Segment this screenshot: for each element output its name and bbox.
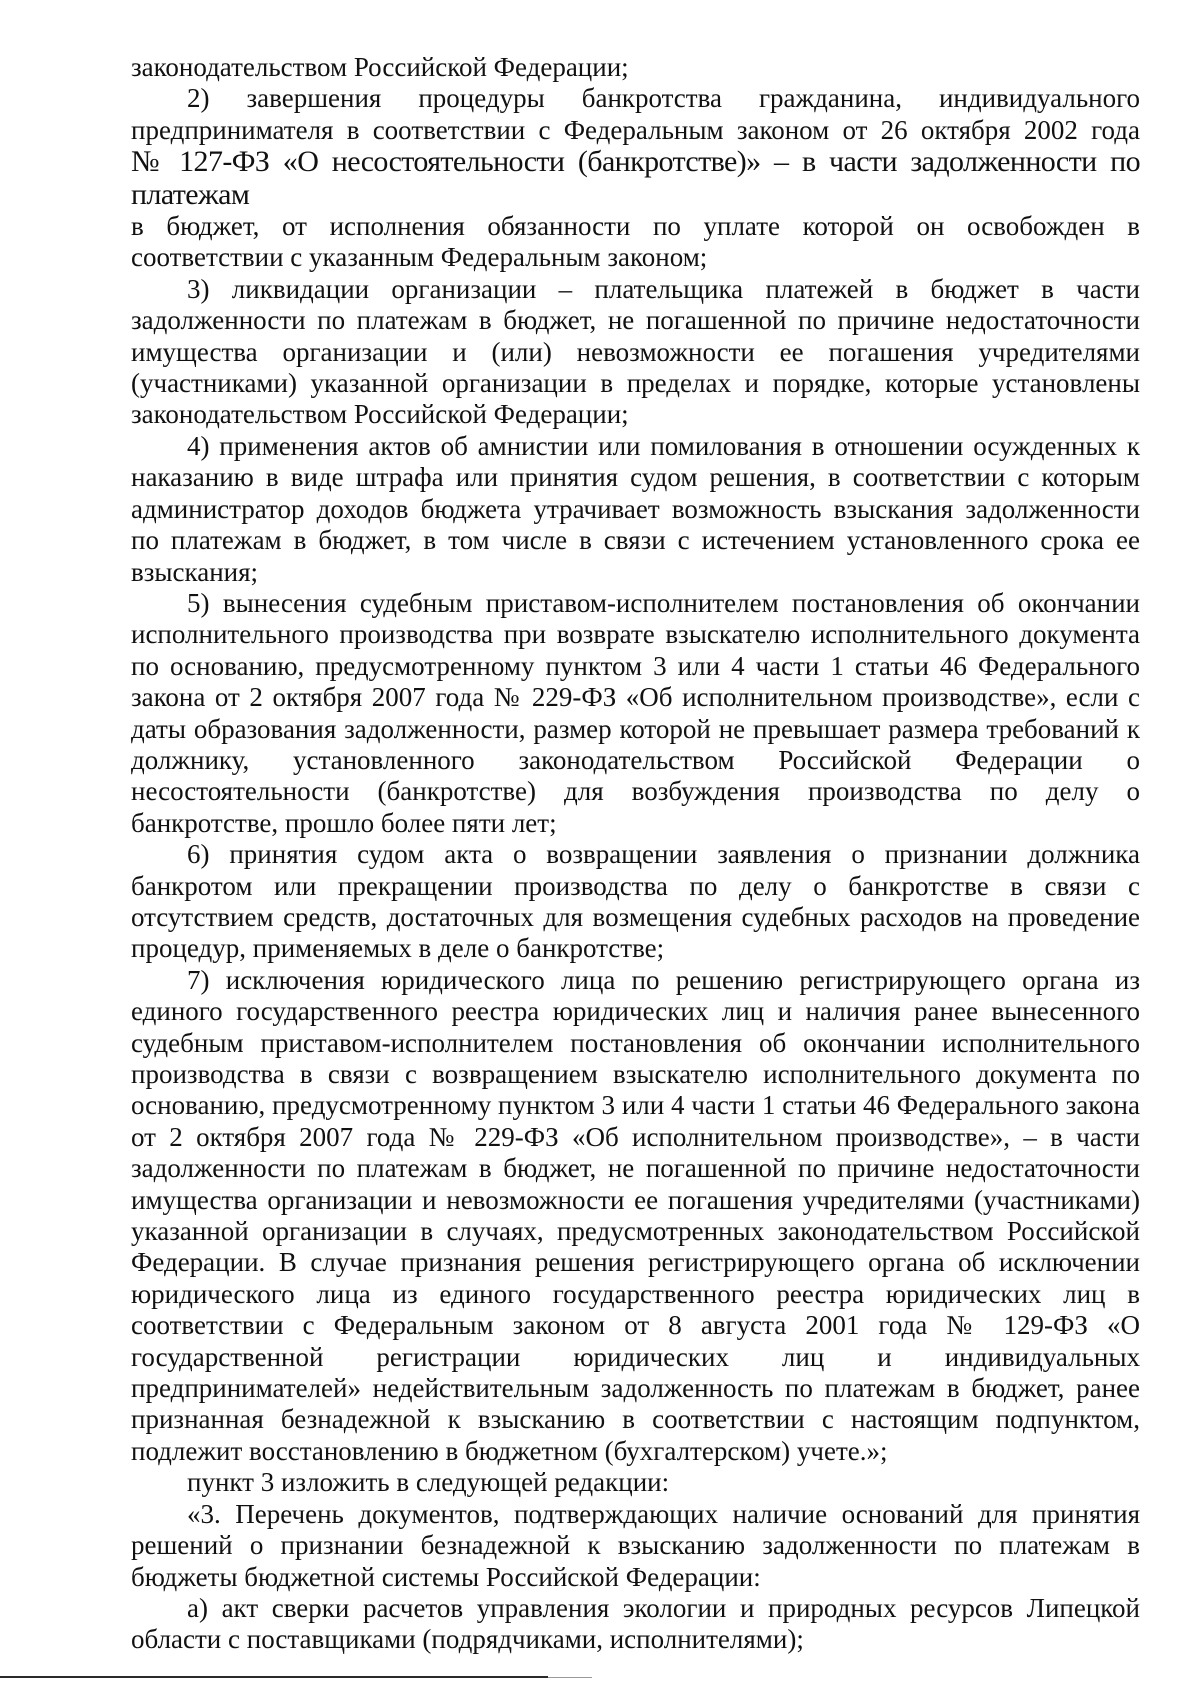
law-reference-line: № 127-ФЗ «О несостоятельности (банкротстве)» – в части задолженности по платежам (131, 145, 1140, 211)
paragraph-item-7: 7) исключения юридического лица по решению регистрирующего органа из единого государственного реестра юридических лиц и наличия ранее вынесенного судебным приставом-исполнителем постановления об окончании исполнительного производства в связи с возвращением взыскателю исполнительного документа по основанию, предусмотренному пунктом 3 или 4 части 1 статьи 46 Федерального закона от 2 октября 2007 года № 229-ФЗ «Об исполнительном производстве», – в части задолженности по платежам в бюджет, не погашенной по причине недостаточности имущества организации и невозможности ее погашения учредителями (участниками) указанной организации в случаях, предусмотренных законодательством Российской Федерации. В случае признания решения регистрирующего органа об исключении юридического лица из единого государственного реестра юридических лиц в соответствии с Федеральным законом от 8 августа 2001 года № 129-ФЗ «О государственной регистрации юридических лиц и индивидуальных предпринимателей» недействительным задолженность по платежам в бюджет, ранее признанная безнадежной к взысканию в соответствии с настоящим подпунктом, подлежит восстановлению в бюджетном (бухгалтерском) учете.»; (131, 964, 1140, 1466)
paragraph-point-3-a: а) акт сверки расчетов управления экологии и природных ресурсов Липецкой области с поставщиками (подрядчиками, исполнителями); (131, 1592, 1140, 1655)
paragraph-point-3: «3. Перечень документов, подтверждающих наличие оснований для принятия решений о признании безнадежной к взысканию задолженности по платежам в бюджеты бюджетной системы Российской Федерации: (131, 1498, 1140, 1592)
paragraph-item-2-end: в бюджет, от исполнения обязанности по уплате которой он освобожден в соответствии с указанным Федеральным законом; (131, 211, 1140, 273)
footer-rule-faint (548, 1677, 592, 1678)
paragraph-item-5: 5) вынесения судебным приставом-исполнителем постановления об окончании исполнительного производства при возврате взыскателю исполнительного документа по основанию, предусмотренному пунктом 3 или 4 части 1 статьи 46 Федерального закона от 2 октября 2007 года № 229-ФЗ «Об исполнительном производстве», если с даты образования задолженности, размер которой не превышает размера требований к должнику, установленного законодательством Российской Федерации о несостоятельности (банкротстве) для возбуждения производства по делу о банкротстве, прошло более пяти лет; (131, 587, 1140, 838)
paragraph-continuation: законодательством Российской Федерации; (131, 52, 629, 82)
paragraph-point-3-intro: пункт 3 изложить в следующей редакции: (187, 1467, 670, 1498)
document-page (131, 52, 1140, 1656)
paragraph-item-2: 2) завершения процедуры банкротства гражданина, индивидуального предпринимателя в соответствии с Федеральным законом от 26 октября 2002 года (131, 83, 1140, 145)
footer-rule (0, 1676, 548, 1678)
paragraph-item-4: 4) применения актов об амнистии или помилования в отношении осужденных к наказанию в виде штрафа или принятия судом решения, в соответствии с которым администратор доходов бюджета утрачивает возможность взыскания задолженности по платежам в бюджет, в том числе в связи с истечением установленного срока ее взыскания; (131, 430, 1140, 587)
paragraph-item-6: 6) принятия судом акта о возвращении заявления о признании должника банкротом или прекращении производства по делу о банкротстве в связи с отсутствием средств, достаточных для возмещения судебных расходов на проведение процедур, применяемых в деле о банкротстве; (131, 839, 1140, 964)
paragraph-item-3: 3) ликвидации организации – плательщика платежей в бюджет в части задолженности по платежам в бюджет, не погашенной по причине недостаточности имущества организации и (или) невозможности ее погашения учредителями (участниками) указанной организации в пределах и порядке, которые установлены законодательством Российской Федерации; (131, 273, 1140, 430)
paragraph-item-2-law-line (131, 146, 1140, 211)
